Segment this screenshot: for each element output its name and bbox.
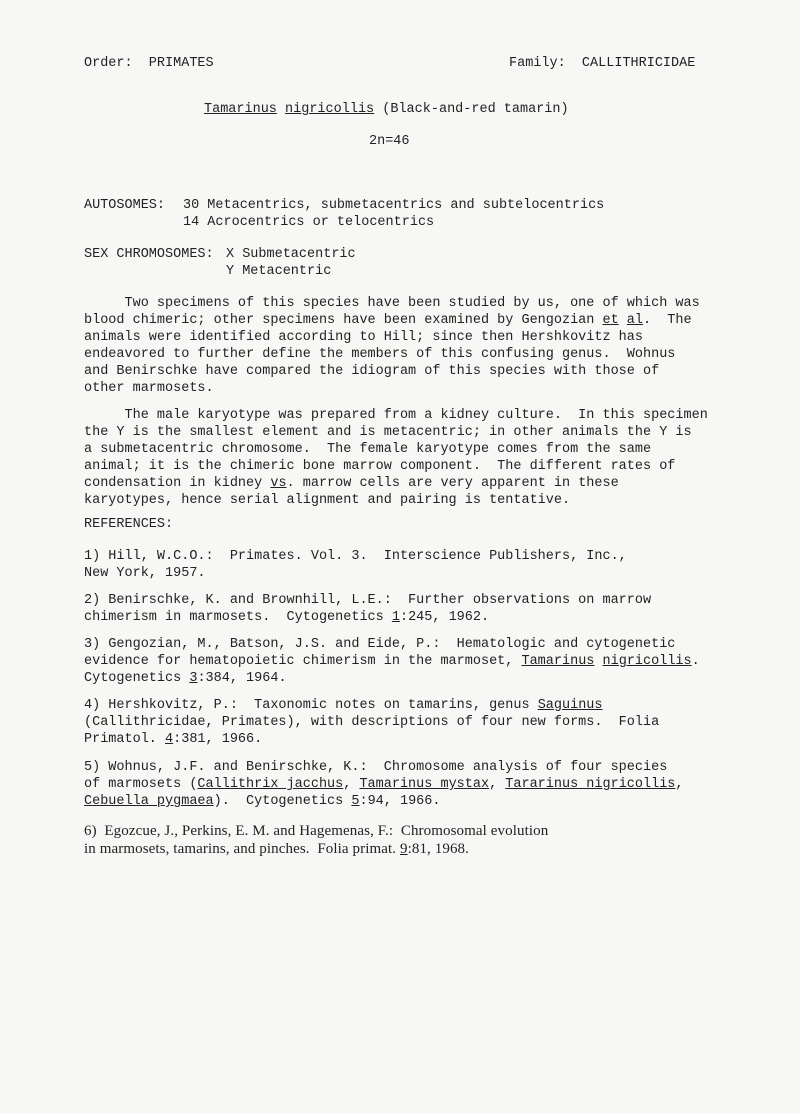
paragraph-line: Two specimens of this species have been studied by us, one of which was (84, 296, 700, 311)
paragraph-line: animal; it is the chimeric bone marrow component. The different rates of (84, 459, 676, 474)
autosomes-line-1: 30 Metacentrics, submetacentrics and subtelocentrics (183, 198, 605, 213)
italic-term: vs (270, 476, 287, 491)
italic-term: al (626, 313, 643, 328)
species-title (204, 101, 569, 119)
paragraph-line: blood chimeric; other specimens have been examined by Gengozian et al. The (84, 313, 692, 328)
species-name: nigricollis (285, 102, 375, 117)
sex-chromosomes-line-2: Y Metacentric (226, 264, 332, 279)
italic-term: et (602, 313, 619, 328)
chromosome-number: 2n=46 (369, 134, 410, 149)
family-label: Family: CALLITHRICIDAE (509, 56, 696, 71)
paragraph-line: karyotypes, hence serial alignment and pairing is tentative. (84, 493, 571, 508)
autosomes-line-2: 14 Acrocentrics or telocentrics (183, 215, 435, 230)
document-page: Order: PRIMATES Family: CALLITHRICIDAE Tamarinus nigricollis (Black-and-red tamarin) 2n=46 AUTOSOMES: 30 Metacentrics, submetacentrics and subtelocentrics 14 Acrocentrics or telocentrics SEX CHROMOSOMES: X Submetacentric Y Metacentric Two specimens of this species have been studied by us, one of which was blood chimeric; other specimens have been examined by Gengozian et al. The animals were identified according to Hill; since then Hershkovitz has endeavored to further define the members of this confusing genus. Wohnus and Benirschke have compared the idiogram of this species with those of other marmosets. The male karyotype was prepared from a kidney culture. In this specimen the Y is the smallest element and is metacentric; in other animals the Y is a submetacentric chromosome. The female karyotype comes from the same animal; it is the chimeric bone marrow component. The different rates of condensation in kidney vs. marrow cells are very apparent in these karyotypes, hence serial alignment and pairing is tentative. REFERENCES: 1) Hill, W.C.O.: Primates. Vol. 3. Interscience Publishers, Inc., New York, 1957. 2) Benirschke, K. and Brownhill, L.E.: Further observations on marrow chimerism in marmosets. Cytogenetics 1:245, 1962. 3) Gengozian, M., Batson, J.S. and Eide, P.: Hematologic and cytogenetic evidence for hematopoietic chimerism in the marmoset, Tamarinus nigricollis. Cytogenetics 3:384, 1964. 4) Hershkovitz, P.: Taxonomic notes on tamarins, genus Saguinus (Callithricidae, Primates), with descriptions of four new forms. Folia Primatol. 4:381, 1966. 5) Wohnus, J.F. and Benirschke, K.: Chromosome analysis of four species of marmosets (Callithrix jacchus, Tamarinus mystax, Tararinus nigricollis, Cebuella pygmaea). Cytogenetics 5:94, 1966. 6) Egozcue, J., Perkins, E. M. and Hagemenas, F.: Chromosomal evolution in marmosets, tamarins, and pinches. Folia primat. 9:81, 1968. (84, 56, 708, 857)
paragraph-line: a submetacentric chromosome. The female karyotype comes from the same (84, 442, 652, 457)
sex-chromosomes-label: SEX CHROMOSOMES: (84, 247, 214, 262)
paragraph-line: endeavored to further define the members of this confusing genus. Wohnus (84, 347, 676, 362)
sex-chromosomes-line-1: X Submetacentric (226, 247, 356, 262)
paragraph-line: animals were identified according to Hill; since then Hershkovitz has (84, 330, 643, 345)
order-label: Order: PRIMATES (84, 56, 214, 71)
genus-name: Tamarinus (204, 102, 277, 117)
paragraph-line: and Benirschke have compared the idiogram of this species with those of (84, 364, 660, 379)
common-name: (Black-and-red tamarin) (374, 102, 569, 117)
paragraph-line: condensation in kidney vs. marrow cells are very apparent in these (84, 476, 619, 491)
paragraph-line: other marmosets. (84, 381, 214, 396)
autosomes-label: AUTOSOMES: (84, 198, 166, 213)
paragraph-line: The male karyotype was prepared from a kidney culture. In this specimen (84, 408, 708, 423)
references-heading: REFERENCES: (84, 517, 174, 532)
paragraph-line: the Y is the smallest element and is metacentric; in other animals the Y is (84, 425, 692, 440)
